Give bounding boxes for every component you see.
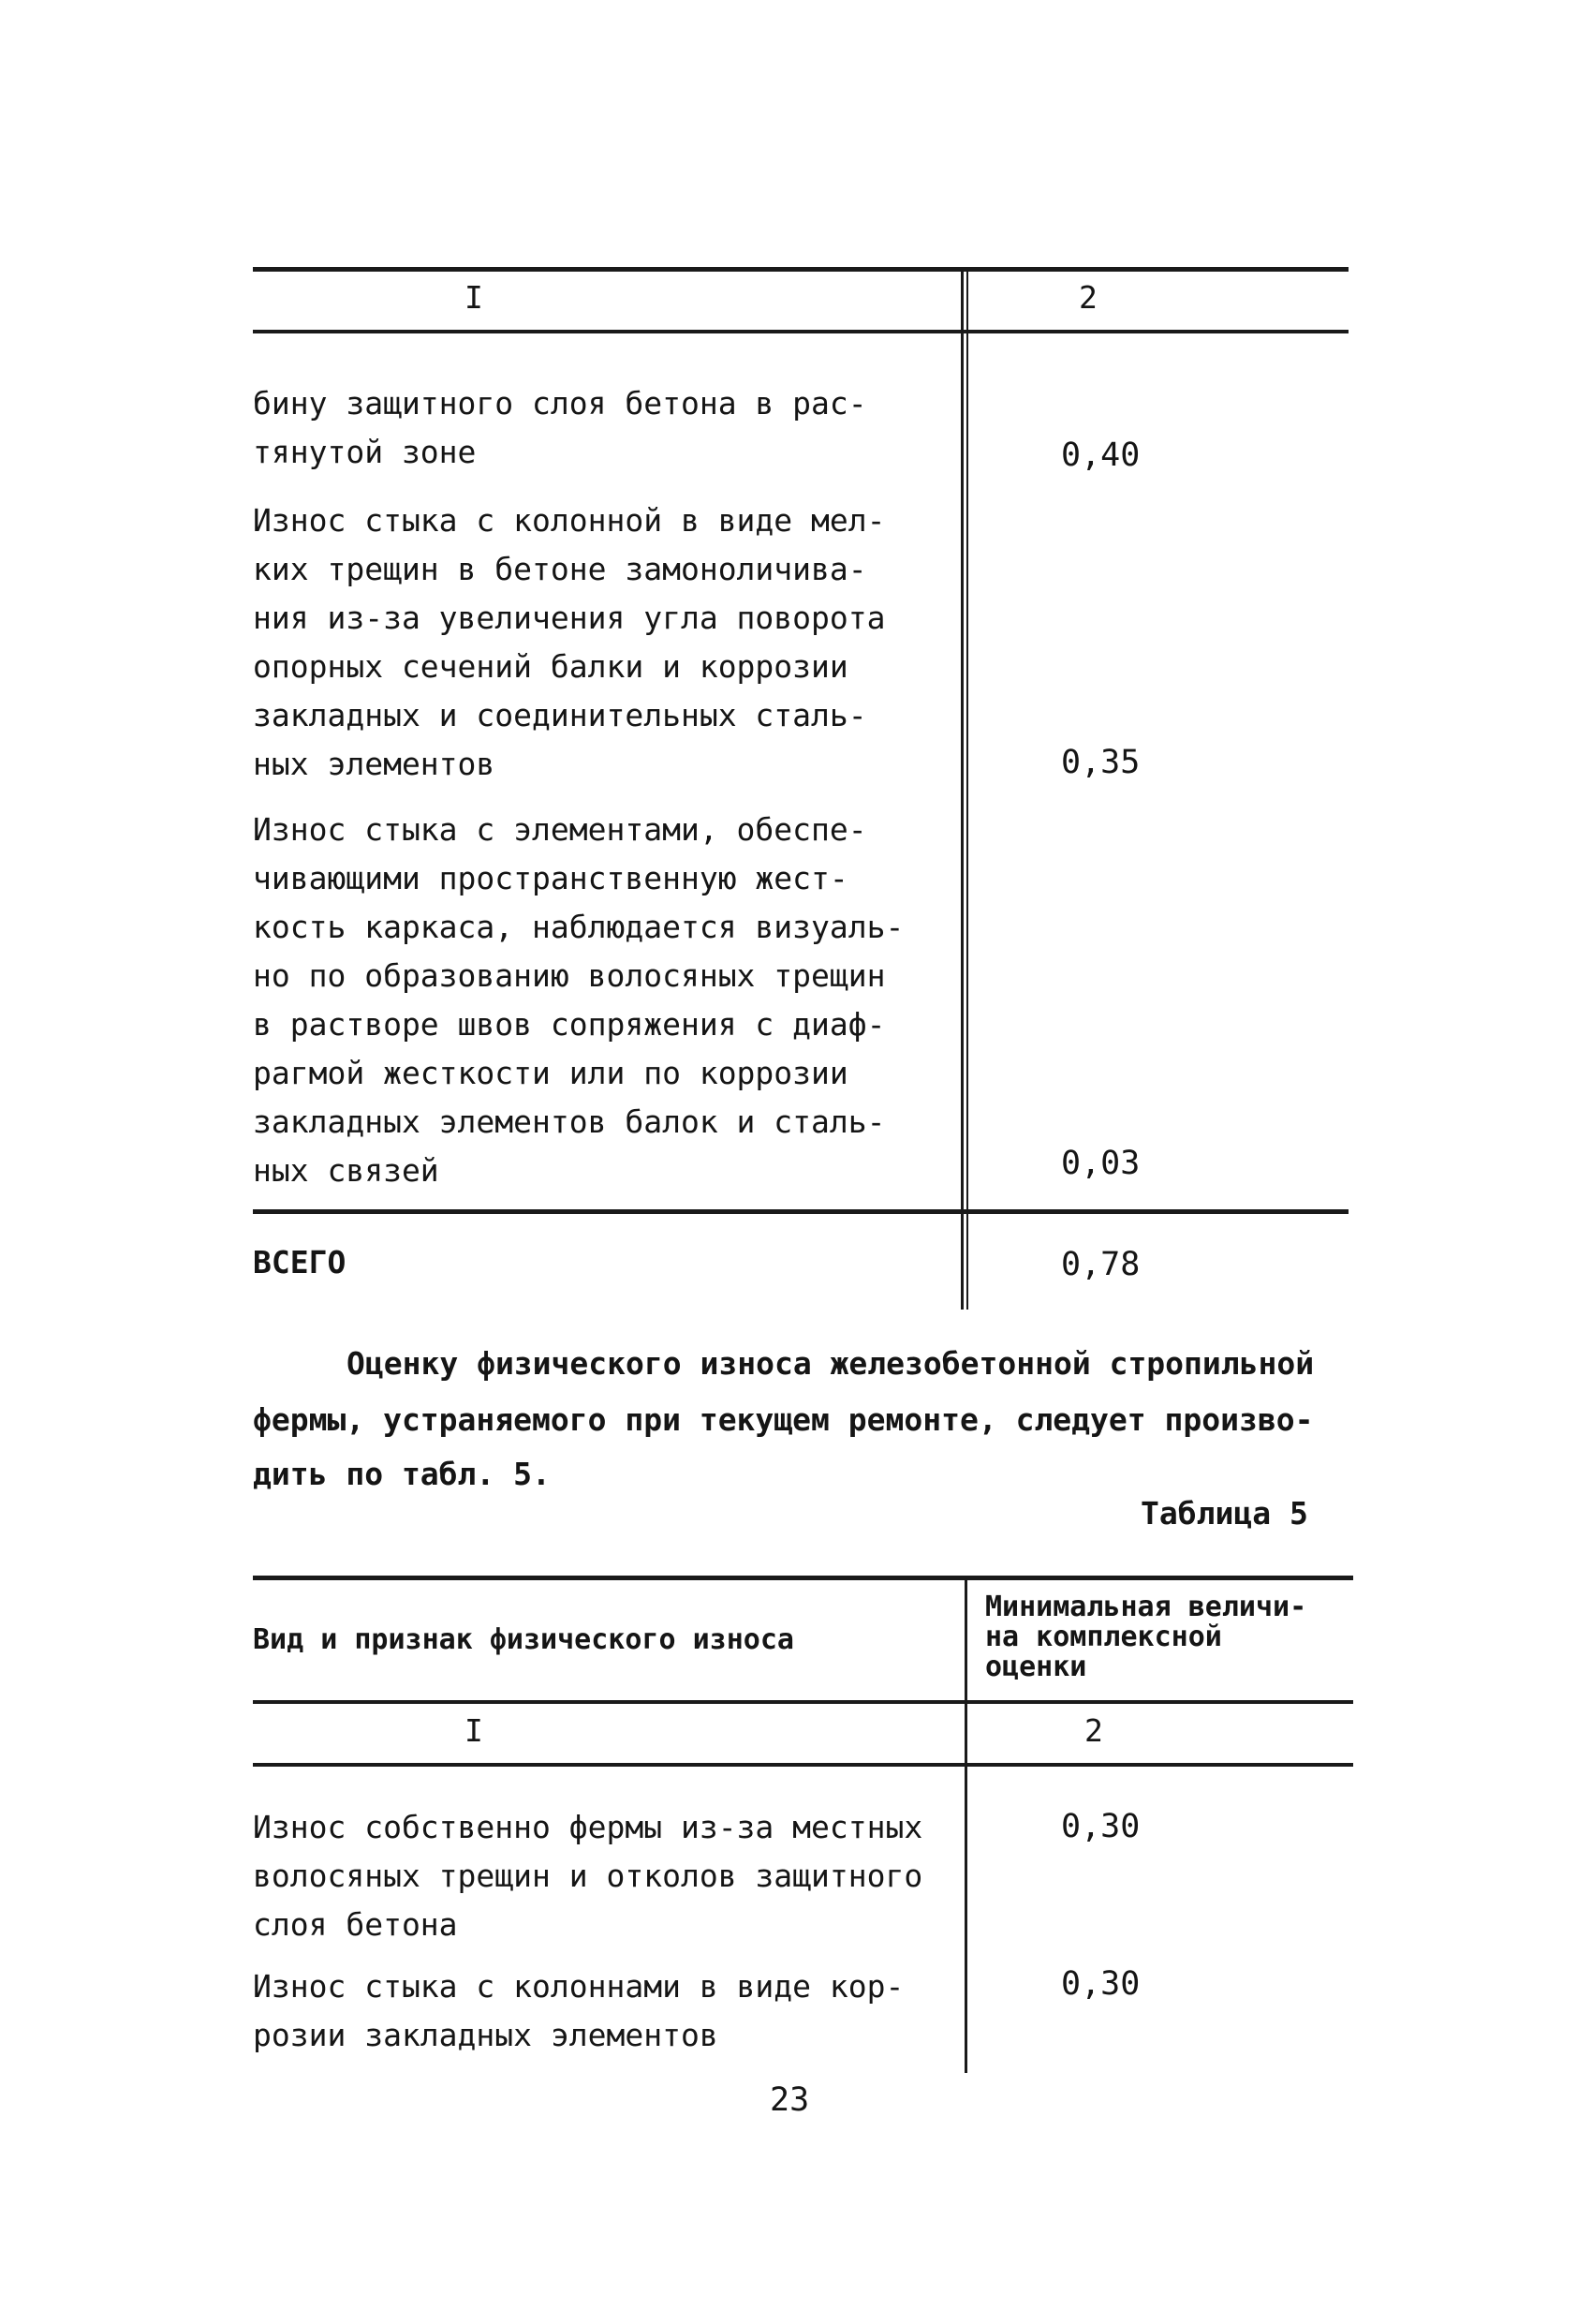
row-value: 0,30 <box>1061 1808 1141 1845</box>
row-text-line: Износ собственно фермы из-за местных <box>253 1809 923 1845</box>
total-value: 0,78 <box>1061 1246 1141 1283</box>
col-header-2: 2 <box>1079 279 1098 316</box>
col-number-2: 2 <box>1084 1712 1103 1749</box>
total-label: ВСЕГО <box>253 1244 346 1280</box>
col-header-2-line: оценки <box>985 1650 1087 1683</box>
row-text-line: ных связей <box>253 1152 439 1189</box>
row-text-line: волосяных трещин и отколов защитного <box>253 1858 923 1894</box>
row-value: 0,03 <box>1061 1145 1141 1182</box>
row-text-line: ких трещин в бетоне замоноличива- <box>253 551 867 587</box>
row-text-line: закладных элементов балок и сталь- <box>253 1103 886 1140</box>
row-text-line: кость каркаса, наблюдается визуаль- <box>253 909 905 945</box>
row-text-line: тянутой зоне <box>253 434 477 470</box>
row-value: 0,35 <box>1061 744 1141 781</box>
row-text-line: опорных сечений балки и коррозии <box>253 648 848 685</box>
row-text-line: ных элементов <box>253 746 495 782</box>
paragraph-line: Оценку физического износа железобетонной стропильной <box>346 1345 1315 1382</box>
table-caption: Таблица 5 <box>1141 1495 1308 1532</box>
col-number-1: I <box>464 1712 483 1749</box>
col-header-1: I <box>464 279 483 316</box>
row-text-line: розии закладных элементов <box>253 2017 718 2053</box>
row-text-line: но по образованию волосяных трещин <box>253 957 886 994</box>
row-text-line: Износ стыка с колонной в виде мел- <box>253 502 886 539</box>
row-text-line: бину защитного слоя бетона в рас- <box>253 385 867 422</box>
row-value: 0,30 <box>1061 1965 1141 2003</box>
row-text-line: чивающими пространственную жест- <box>253 860 848 896</box>
row-text-line: закладных и соединительных сталь- <box>253 697 867 733</box>
row-text-line: в растворе швов сопряжения с диаф- <box>253 1006 886 1043</box>
paragraph-line: дить по табл. 5. <box>253 1456 551 1492</box>
col-header-2-line: на комплексной <box>985 1621 1222 1653</box>
page-number: 23 <box>770 2081 810 2119</box>
col-header-2-line: Минимальная величи- <box>985 1591 1307 1623</box>
row-text-line: рагмой жесткости или по коррозии <box>253 1055 848 1091</box>
row-text-line: ния из-за увеличения угла поворота <box>253 600 886 636</box>
row-text-line: Износ стыка с элементами, обеспе- <box>253 811 867 848</box>
row-text-line: Износ стыка с колоннами в виде кор- <box>253 1968 905 2005</box>
row-text-line: слоя бетона <box>253 1906 458 1943</box>
row-value: 0,40 <box>1061 437 1141 474</box>
col-header-1: Вид и признак физического износа <box>253 1623 794 1656</box>
paragraph-line: фермы, устраняемого при текущем ремонте, следует произво- <box>253 1401 1314 1438</box>
